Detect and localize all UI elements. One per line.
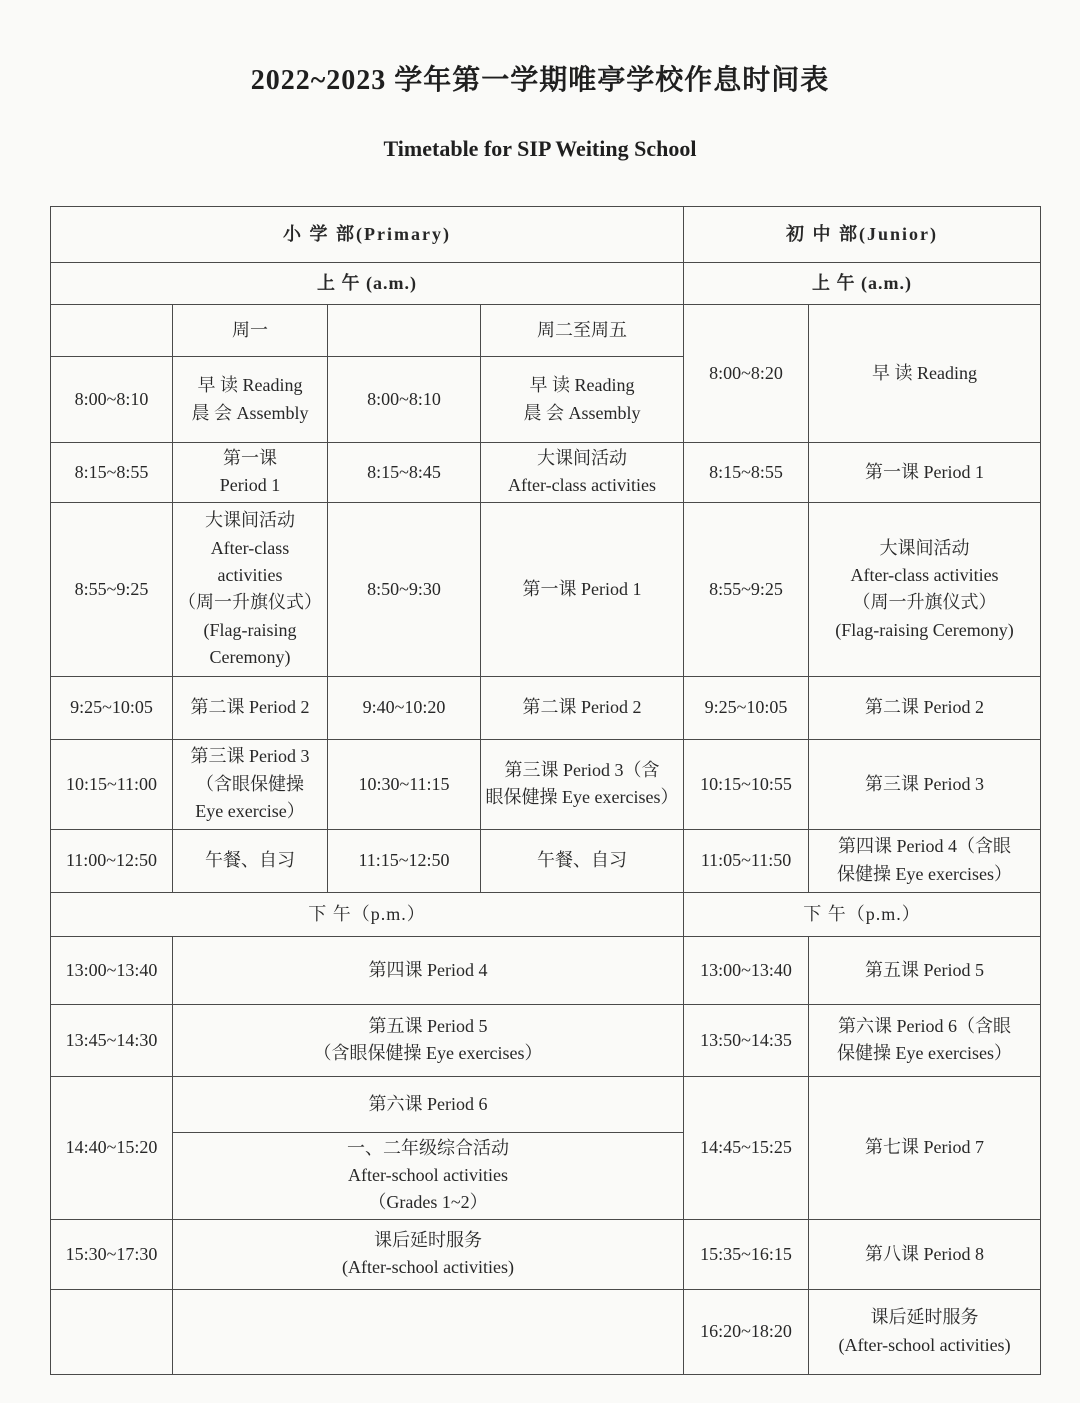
cell-line: 8:15~8:55 — [74, 461, 149, 482]
cell-line: 10:15~11:00 — [65, 773, 158, 794]
time-cell — [51, 676, 173, 739]
cell-line: 9:25~10:05 — [70, 697, 153, 718]
cell-line: 8:00~8:20 — [709, 362, 783, 383]
activity-cell — [173, 1132, 684, 1219]
cell-line: 13:50~14:35 — [700, 1029, 792, 1050]
junior-am-header — [684, 263, 1041, 305]
weekday-header-row — [51, 305, 1041, 357]
cell-line: 14:45~15:25 — [700, 1137, 792, 1158]
cell-line: 8:00~8:10 — [74, 388, 149, 409]
time-cell — [684, 1289, 809, 1374]
cell-line: 大课间活动 — [879, 537, 970, 558]
time-cell — [328, 829, 481, 892]
empty-cell — [51, 305, 173, 357]
junior-section-header — [684, 207, 1041, 263]
time-cell — [328, 739, 481, 829]
activity-cell — [173, 443, 328, 503]
cell-line: 第一课 — [223, 448, 277, 468]
cell-line: 课后延时服务 — [870, 1307, 979, 1328]
activity-cell — [809, 443, 1041, 503]
cell-line: 初 中 部(Junior) — [786, 223, 939, 244]
cell-line: 第六课 Period 6（含眼 — [838, 1015, 1012, 1036]
activity-cell — [481, 739, 684, 829]
activity-cell — [481, 676, 684, 739]
time-cell — [51, 1076, 173, 1219]
time-cell — [684, 676, 809, 739]
cell-line: （含眼保健操 — [196, 773, 304, 794]
cell-line: （周一升旗仪式） — [178, 592, 322, 613]
cell-line: 第三课 Period 3（含 — [504, 759, 660, 780]
period4-row — [51, 936, 1041, 1004]
time-cell — [684, 936, 809, 1004]
time-cell — [684, 305, 809, 443]
activity-cell — [173, 676, 328, 739]
cell-line: 11:15~12:50 — [358, 850, 450, 871]
primary-am-header — [51, 263, 684, 305]
junior-pm-header — [684, 892, 1041, 936]
time-cell — [684, 1219, 809, 1289]
activity-cell — [173, 1004, 684, 1076]
cell-line: 10:15~10:55 — [700, 773, 792, 794]
cell-line: 15:30~17:30 — [65, 1243, 158, 1264]
activity-cell — [173, 502, 328, 676]
cell-line: 第二课 Period 2 — [865, 697, 985, 718]
cell-line: 13:45~14:30 — [65, 1029, 158, 1050]
primary-section-header — [51, 207, 684, 263]
activity-cell — [809, 829, 1041, 892]
section-header-row — [51, 207, 1041, 263]
activity-cell — [173, 739, 328, 829]
time-cell — [51, 1219, 173, 1289]
activity-cell — [173, 1219, 684, 1289]
activity-cell — [809, 502, 1041, 676]
empty-cell — [51, 1289, 173, 1374]
cell-line: 午餐、自习 — [205, 850, 295, 871]
cell-line: 早 读 Reading — [872, 362, 978, 383]
period2-row — [51, 676, 1041, 739]
cell-line: 保健操 Eye exercises） — [837, 1043, 1012, 1064]
am-header-row — [51, 263, 1041, 305]
lunch-row — [51, 829, 1041, 892]
cell-line: Ceremony) — [209, 646, 291, 667]
cell-line: 上 午 (a.m.) — [812, 272, 913, 293]
cell-line: 一、二年级综合活动 — [347, 1137, 510, 1158]
cell-line: 第一课 Period 1 — [865, 461, 985, 482]
cell-line: (After-school activities) — [341, 1257, 515, 1278]
activity-cell — [809, 1289, 1041, 1374]
time-cell — [328, 676, 481, 739]
time-cell — [51, 443, 173, 503]
cell-line: 13:00~13:40 — [65, 959, 158, 980]
activity-cell — [809, 305, 1041, 443]
cell-line: 午餐、自习 — [537, 850, 628, 871]
activity-cell — [481, 357, 684, 443]
cell-line: (Flag-raising — [203, 619, 297, 640]
pm-header-row — [51, 892, 1041, 936]
cell-line: (After-school activities) — [838, 1334, 1011, 1355]
cell-line: 大课间活动 — [537, 448, 628, 468]
activity-cell — [809, 1004, 1041, 1076]
cell-line: 上 午 (a.m.) — [317, 272, 417, 293]
cell-line: 15:35~16:15 — [700, 1243, 792, 1264]
cell-line: 第三课 Period 3 — [190, 746, 310, 767]
activity-cell — [173, 936, 684, 1004]
time-cell — [328, 443, 481, 503]
period5-row — [51, 1004, 1041, 1076]
time-cell — [51, 829, 173, 892]
cell-line: 第四课 Period 4 — [368, 959, 488, 980]
activity-cell — [173, 1076, 684, 1132]
cell-line: 第二课 Period 2 — [190, 697, 310, 718]
activity-cell — [809, 676, 1041, 739]
activity-cell — [481, 829, 684, 892]
cell-line: 13:00~13:40 — [700, 959, 792, 980]
cell-line: 9:25~10:05 — [704, 697, 788, 718]
activity-cell — [173, 357, 328, 443]
cell-line: 11:00~12:50 — [65, 850, 158, 871]
period1-row — [51, 443, 1041, 503]
junior-afterschool-row — [51, 1289, 1041, 1374]
primary-pm-header — [51, 892, 684, 936]
cell-line: 第七课 Period 7 — [865, 1137, 985, 1158]
empty-cell — [173, 1289, 684, 1374]
cell-line: 10:30~11:15 — [358, 773, 450, 794]
cell-line: (Flag-raising Ceremony) — [835, 619, 1014, 640]
cell-line: Period 1 — [219, 475, 281, 496]
time-cell — [684, 739, 809, 829]
cell-line: （含眼保健操 Eye exercises） — [313, 1043, 543, 1064]
cell-line: After-class activities — [850, 564, 999, 585]
activity-cell — [481, 443, 684, 503]
cell-line: After-class activities — [507, 475, 657, 496]
activity-cell — [809, 1219, 1041, 1289]
cell-line: 8:00~8:10 — [367, 388, 441, 409]
cell-line: 下 午（p.m.） — [803, 903, 921, 924]
time-cell — [51, 739, 173, 829]
cell-line: （Grades 1~2） — [368, 1192, 488, 1213]
cell-line: 第四课 Period 4（含眼 — [838, 836, 1012, 857]
cell-line: 第三课 Period 3 — [865, 773, 985, 794]
cell-line: 周一 — [232, 319, 268, 340]
timetable — [50, 206, 1041, 1375]
page-subtitle: Timetable for SIP Weiting School — [383, 136, 697, 161]
time-cell — [684, 1076, 809, 1219]
tue-fri-header — [481, 305, 684, 357]
cell-line: 9:40~10:20 — [362, 697, 446, 718]
cell-line: 早 读 Reading — [529, 375, 635, 396]
cell-line: Eye exercise） — [195, 800, 305, 821]
period6-row — [51, 1076, 1041, 1132]
monday-header — [173, 305, 328, 357]
cell-line: 第八课 Period 8 — [865, 1243, 985, 1264]
cell-line: 第五课 Period 5 — [368, 1015, 488, 1036]
cell-line: 第五课 Period 5 — [865, 959, 985, 980]
period3-row — [51, 739, 1041, 829]
cell-line: （周一升旗仪式） — [852, 592, 997, 613]
page-title: 2022~2023 学年第一学期唯亭学校作息时间表 — [250, 65, 830, 96]
cell-line: 14:40~15:20 — [65, 1137, 158, 1158]
cell-line: 周二至周五 — [537, 319, 628, 340]
cell-line: 11:05~11:50 — [700, 850, 792, 871]
time-cell — [51, 1004, 173, 1076]
cell-line: 小 学 部(Primary) — [283, 223, 451, 244]
time-cell — [51, 502, 173, 676]
cell-line: 8:15~8:45 — [367, 461, 441, 482]
empty-cell — [328, 305, 481, 357]
cell-line: 眼保健操 Eye exercises） — [485, 787, 679, 808]
cell-line: activities — [217, 564, 283, 585]
activity-cell — [481, 502, 684, 676]
time-cell — [684, 829, 809, 892]
time-cell — [684, 1004, 809, 1076]
cell-line: After-school activities — [347, 1165, 509, 1186]
activity-cell — [809, 936, 1041, 1004]
time-cell — [684, 443, 809, 503]
cell-line: 课后延时服务 — [374, 1229, 483, 1250]
activity-cell — [809, 739, 1041, 829]
cell-line: 第六课 Period 6 — [368, 1093, 488, 1114]
time-cell — [328, 502, 481, 676]
afterschool-row — [51, 1219, 1041, 1289]
cell-line: 晨 会 Assembly — [191, 402, 309, 423]
cell-line: 8:15~8:55 — [709, 461, 783, 482]
cell-line: 8:55~9:25 — [74, 578, 149, 599]
time-cell — [51, 936, 173, 1004]
cell-line: 晨 会 Assembly — [523, 402, 641, 423]
time-cell — [328, 357, 481, 443]
activity-cell — [809, 1076, 1041, 1219]
cell-line: 8:55~9:25 — [709, 578, 783, 599]
activity-cell — [173, 829, 328, 892]
time-cell — [684, 502, 809, 676]
cell-line: 早 读 Reading — [197, 375, 303, 396]
cell-line: 8:50~9:30 — [367, 578, 441, 599]
cell-line: 保健操 Eye exercises） — [837, 863, 1012, 884]
break-row — [51, 502, 1041, 676]
cell-line: 大课间活动 — [205, 510, 295, 531]
cell-line: 第一课 Period 1 — [522, 578, 642, 599]
time-cell — [51, 357, 173, 443]
cell-line: 16:20~18:20 — [700, 1321, 792, 1342]
cell-line: 第二课 Period 2 — [522, 697, 642, 718]
cell-line: 下 午（p.m.） — [308, 903, 426, 924]
cell-line: After-class — [210, 537, 290, 558]
